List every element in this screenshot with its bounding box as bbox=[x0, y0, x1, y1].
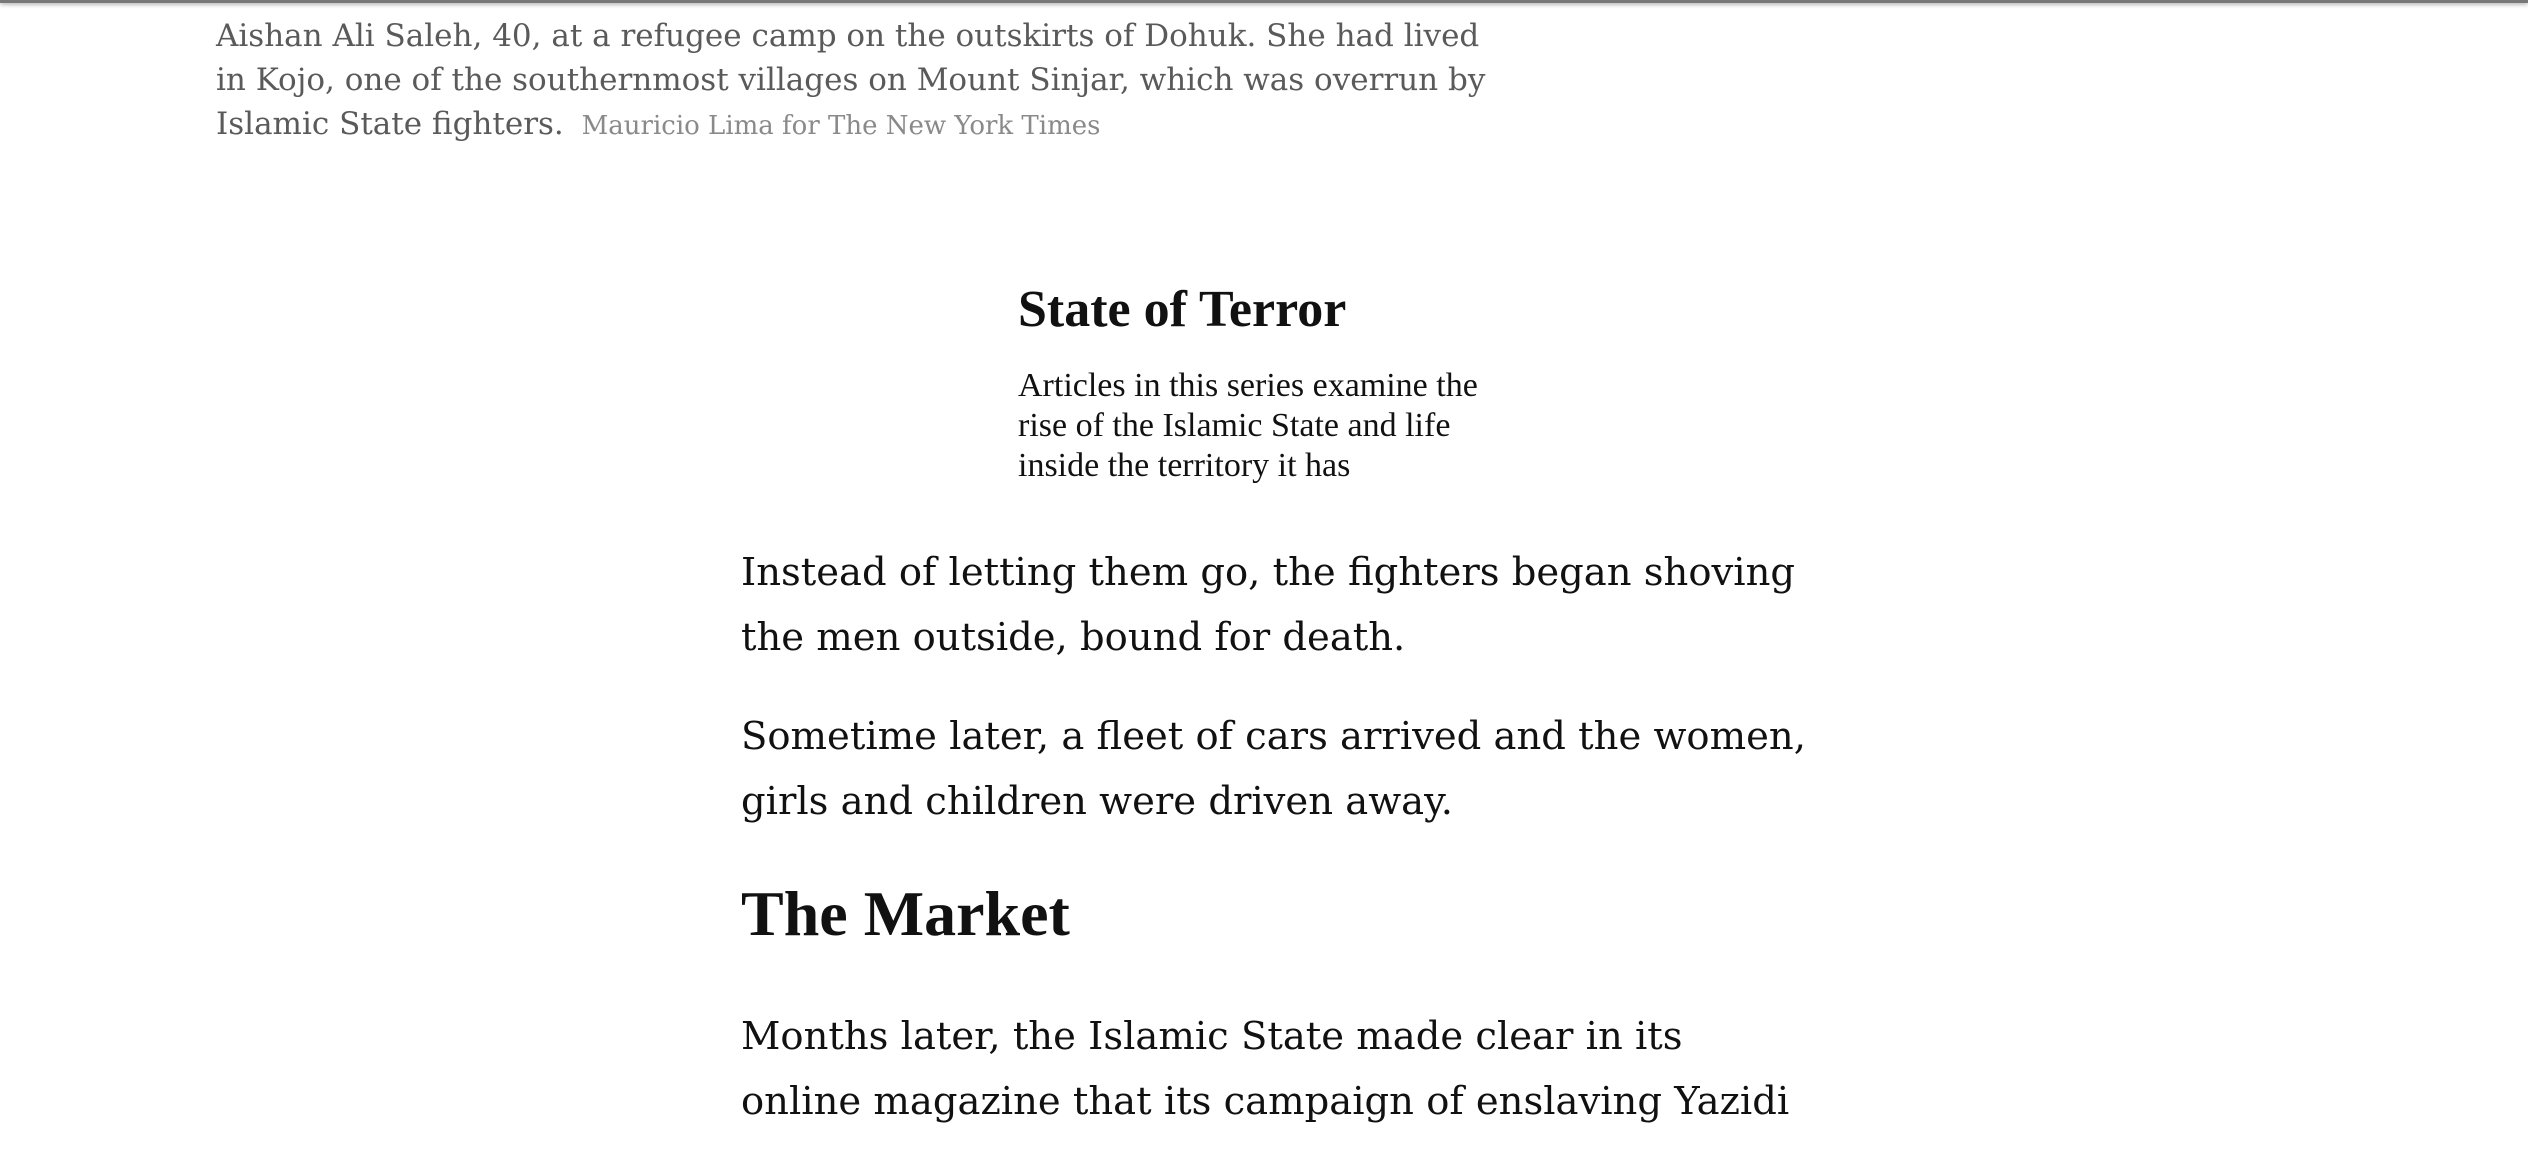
photo-caption bbox=[216, 14, 1506, 148]
series-promo[interactable] bbox=[1018, 278, 1518, 486]
series-description: Articles in this series examine the rise of the Islamic State and life inside the territory it has bbox=[1018, 367, 1478, 484]
section-heading: The Market bbox=[741, 878, 1070, 949]
article-paragraph: Instead of letting them go, the fighters began shoving the men outside, bound for death. bbox=[741, 550, 1796, 660]
article-body bbox=[741, 540, 1811, 1165]
header-bar-edge bbox=[0, 0, 2528, 3]
photo-credit: Mauricio Lima for The New York Times bbox=[581, 111, 1101, 141]
article-paragraph: Months later, the Islamic State made clear in its online magazine that its campaign of enslaving Yazidi bbox=[741, 1014, 1790, 1124]
article-paragraph: Sometime later, a fleet of cars arrived and the women, girls and children were driven away. bbox=[741, 714, 1806, 824]
series-title[interactable]: State of Terror bbox=[1018, 281, 1347, 338]
caption-text: Aishan Ali Saleh, 40, at a refugee camp on the outskirts of Dohuk. She had lived in Kojo, one of the southernmost villages on Mount Sinjar, which was overrun by Islamic State fighters. bbox=[216, 18, 1486, 142]
